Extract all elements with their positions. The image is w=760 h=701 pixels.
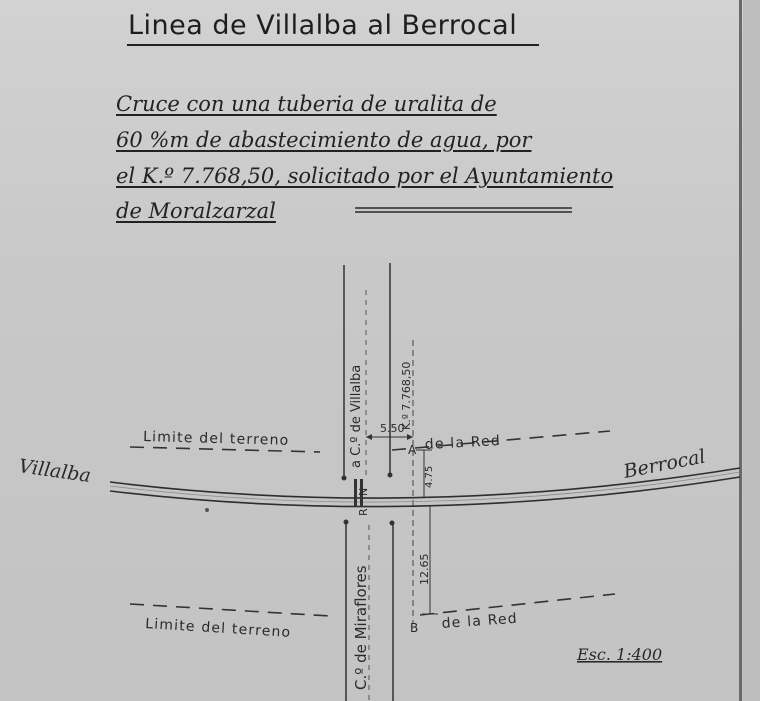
label-dim-550: 5.50: [380, 422, 405, 435]
note-line-2: 60 %m de abastecimiento de agua, por: [116, 128, 532, 152]
label-km: K.º 7.768,50: [400, 361, 413, 430]
label-berrocal: Berrocal: [621, 445, 708, 483]
label-limite-lower: Limite del terreno: [144, 616, 292, 641]
label-limite-upper: Limite del terreno: [142, 429, 290, 449]
note-line-4: de Moralzarzal: [116, 199, 276, 223]
label-camino-miraflores: C.º de Miraflores: [352, 565, 370, 690]
label-scale: Esc. 1:400: [577, 645, 663, 664]
point-miraflores-right: [390, 521, 395, 526]
label-dim-1265: 12.65: [418, 553, 431, 585]
point-villalba-left: [342, 476, 347, 481]
label-de-la-red-lower: de la Red: [441, 610, 519, 632]
dimension-arrow-550-left: [366, 434, 372, 440]
label-point-a: A: [408, 443, 417, 457]
note-line-3: el K.º 7.768,50, solicitado por el Ayuntamiento: [116, 164, 614, 188]
survey-dot: [205, 508, 209, 512]
limit-line-upper-left: [130, 447, 320, 452]
note-line-1: Cruce con una tuberia de uralita de: [116, 92, 497, 116]
point-villalba-right: [388, 473, 393, 478]
dimension-arrow-550-right: [407, 434, 413, 440]
point-miraflores-left: [344, 520, 349, 525]
label-dim-475: 4.75: [424, 465, 435, 488]
label-de-la-red-upper: de la Red: [424, 433, 502, 453]
label-letter-n: N: [357, 487, 370, 496]
label-camino-villalba: a C.º de Villalba: [349, 364, 364, 468]
drawing-title: Linea de Villalba al Berrocal: [128, 10, 518, 41]
limit-line-lower-right: [420, 594, 615, 615]
limit-line-lower-left: [130, 604, 330, 616]
label-point-b: B: [410, 621, 419, 635]
label-villalba: Villalba: [17, 455, 93, 488]
label-letter-r: R: [357, 508, 370, 516]
